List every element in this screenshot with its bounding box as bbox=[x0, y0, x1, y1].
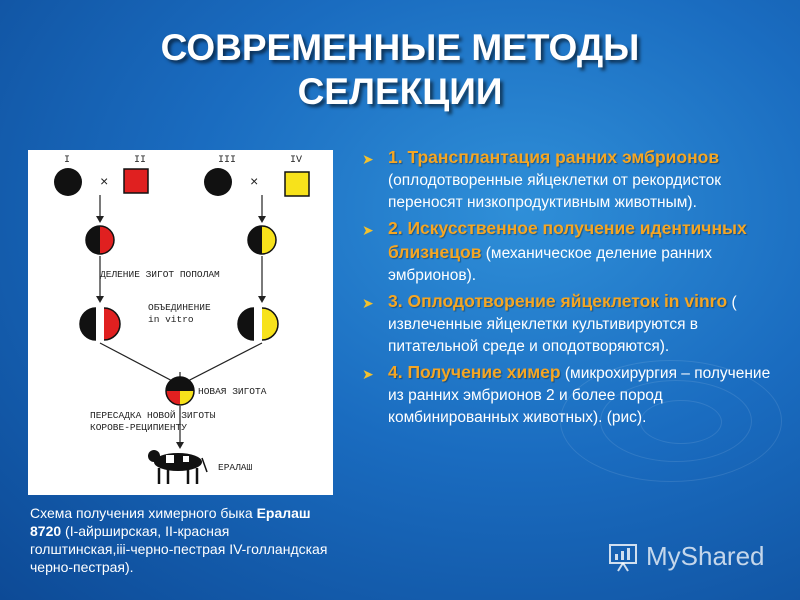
calf-icon bbox=[148, 450, 207, 484]
arrow-bullet-icon: ➤ bbox=[362, 295, 374, 311]
chimera-scheme-diagram bbox=[28, 150, 333, 495]
union-label-line-1: ОБЪЕДИНЕНИЕ bbox=[148, 302, 211, 313]
red-square bbox=[124, 169, 148, 193]
methods-list bbox=[360, 146, 785, 432]
caption-text-2: (I-айрширская, II-красная голштинская,iii-черно-пестрая IV-голландская черно-пестрая). bbox=[30, 523, 328, 575]
list-item-heading: 2. Искусственное получение идентичных близнецов bbox=[388, 218, 747, 262]
breed-label-3: III bbox=[218, 155, 237, 166]
breed-label-1: I bbox=[64, 155, 71, 166]
list-item-text: (микрохирургия – получение из ранних эмбрионов 2 и более пород комбинированных животных). (рис). bbox=[388, 365, 771, 426]
arrow-bullet-icon: ➤ bbox=[362, 222, 374, 238]
divided-zygote-left bbox=[80, 308, 120, 340]
arrow-down-icon bbox=[258, 216, 266, 223]
arrow-bullet-icon: ➤ bbox=[362, 366, 374, 382]
cross-symbol-right: × bbox=[250, 175, 259, 191]
new-zygote bbox=[166, 377, 194, 405]
list-item bbox=[360, 217, 785, 287]
caption-bold-name: Ералаш 8720 bbox=[30, 505, 311, 539]
new-zygote-label: НОВАЯ ЗИГОТА bbox=[198, 386, 267, 397]
list-item-heading: 4. Получение химер bbox=[388, 362, 561, 382]
zygote-half-red bbox=[100, 226, 114, 254]
black-egg-circle bbox=[54, 168, 82, 196]
list-item bbox=[360, 361, 785, 429]
union-label-line-2: in vitro bbox=[148, 314, 194, 325]
divided-zygote-right bbox=[238, 308, 278, 340]
breed-label-4: IV bbox=[290, 155, 303, 166]
calf-name-label: ЕРАЛАШ bbox=[218, 462, 253, 473]
yellow-square bbox=[285, 172, 309, 196]
list-item-text: (оплодотворенные яйцеклетки от рекордисток переносят низкопродуктивным животным). bbox=[388, 172, 722, 211]
list-item bbox=[360, 146, 785, 214]
myshared-watermark-text: MyShared bbox=[646, 541, 765, 571]
myshared-watermark[interactable] bbox=[608, 536, 788, 576]
caption-text-1: Схема получения химерного быка bbox=[30, 505, 257, 521]
arrow-down-icon bbox=[258, 296, 266, 303]
cross-symbol-left: × bbox=[100, 175, 109, 191]
list-item-text: (механическое деление ранних эмбрионов). bbox=[388, 245, 712, 284]
black-egg-circle bbox=[204, 168, 232, 196]
chimera-scheme-figure bbox=[28, 150, 333, 495]
arrow-down-icon bbox=[96, 296, 104, 303]
figure-caption bbox=[30, 504, 330, 576]
list-item-heading: 1. Трансплантация ранних эмбрионов bbox=[388, 147, 720, 167]
arrow-down-icon bbox=[96, 216, 104, 223]
slide-title-line-1: СОВРЕМЕННЫЕ МЕТОДЫ bbox=[160, 27, 640, 68]
arrow-bullet-icon: ➤ bbox=[362, 151, 374, 167]
transplant-label-line-1: ПЕРЕСАДКА НОВОЙ ЗИГОТЫ bbox=[90, 410, 216, 421]
division-label: ДЕЛЕНИЕ ЗИГОТ ПОПОЛАМ bbox=[100, 269, 220, 280]
zygote-half-yellow bbox=[262, 226, 276, 254]
zygote-half-black bbox=[248, 226, 262, 254]
list-item-text: ( извлеченные яйцеклетки культивируются в питательной среде и оподотворяются). bbox=[388, 294, 737, 355]
transplant-label-line-2: КОРОВЕ-РЕЦИПИЕНТУ bbox=[90, 422, 187, 433]
slide-title-line-2: СЕЛЕКЦИИ bbox=[297, 71, 503, 112]
slide-title bbox=[0, 26, 800, 114]
myshared-logo-icon bbox=[608, 543, 642, 573]
breed-label-2: II bbox=[134, 155, 147, 166]
list-item-heading: 3. Оплодотворение яйцеклеток in vinro bbox=[388, 291, 728, 311]
zygote-half-black bbox=[86, 226, 100, 254]
list-item bbox=[360, 290, 785, 358]
arrow-down-icon bbox=[176, 442, 184, 449]
